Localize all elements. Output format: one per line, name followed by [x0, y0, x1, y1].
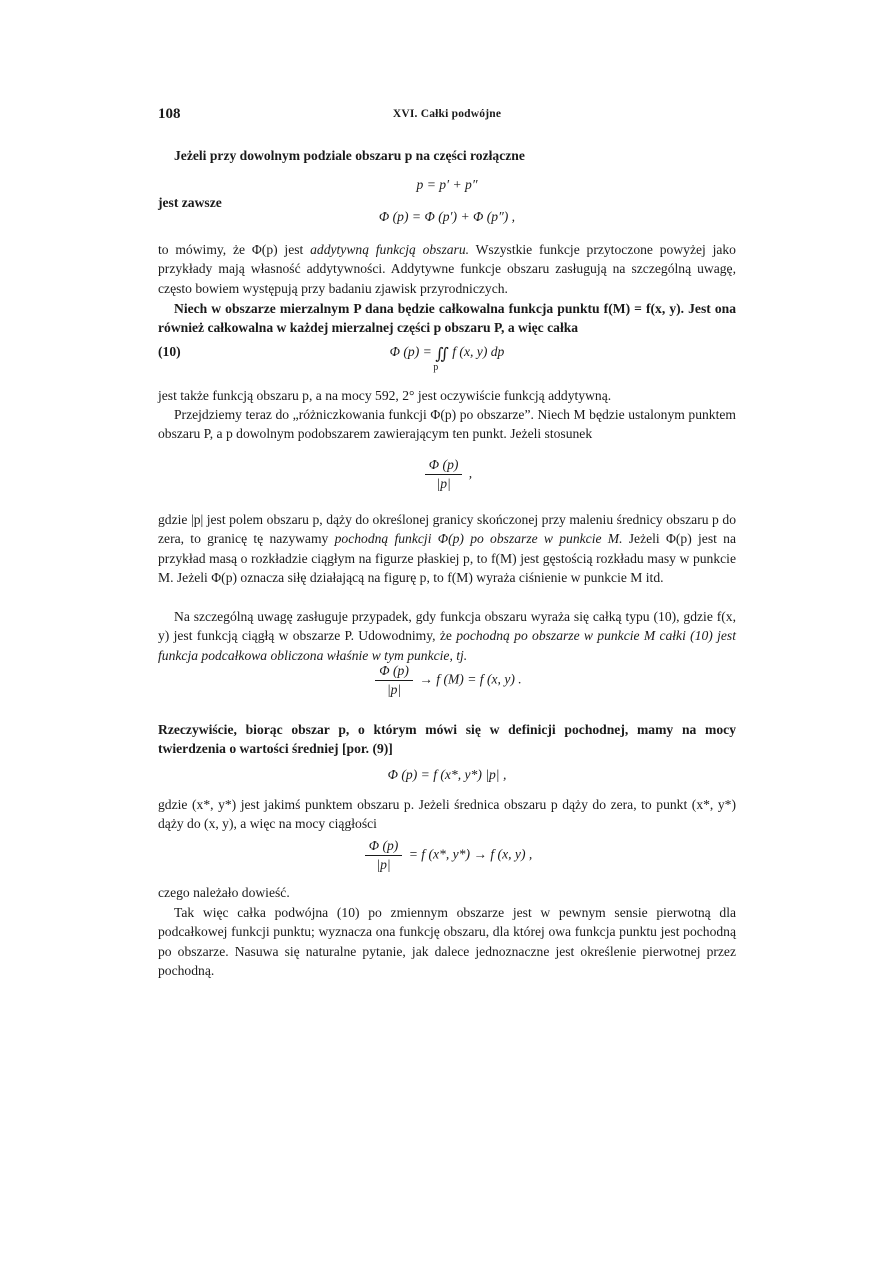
equation-mean-value: Φ (p) = f (x*, y*) |p| , — [387, 767, 507, 782]
paragraph-qed: czego należało dowieść. — [158, 885, 290, 900]
paragraph-conclusion: Tak więc całka podwójna (10) po zmiennym obszarze jest w pewnym sensie pierwotną dla podcałkowej funkcji punktu; wyznacza ona funkcję obszaru, dla której owa funkcja punktu jest pochodną po obszarze. Nasuwa się naturalne pytanie, jak dalece jednoznaczne jest określenie pierwotnej przez pochodną. — [158, 905, 736, 979]
paragraph-point-converges: gdzie (x*, y*) jest jakimś punktem obszaru p. Jeżeli średnica obszaru p dąży do zera, to punkt (x*, y*) dąży do (x, y), a więc na mocy ciągłości — [158, 797, 736, 832]
paragraph-measurable-region: Niech w obszarze mierzalnym P dana będzie całkowalna funkcja punktu f(M) = f(x, y). Jest ona również całkowalna w każdej mierzalnej części p obszaru P, a więc całka — [158, 301, 736, 336]
equation-additivity: Φ (p) = Φ (p′) + Φ (p″) , — [378, 209, 516, 224]
equation-limit: $\frac{\Phi (p)}{|p|}$ → f (M) = f (x, y) . — [158, 662, 736, 699]
equation-final: $\frac{\Phi (p)}{|p|}$ = f (x*, y*) → f (x, y) , — [158, 837, 736, 874]
paragraph-additive-integral: jest także funkcją obszaru p, a na mocy 592, 2° jest oczywiście funkcją addytywną. — [158, 388, 612, 403]
double-integral-sign: ∬ — [435, 346, 449, 363]
equation-label-10: (10) — [158, 344, 181, 359]
paragraph-theorem: Na szczególną uwagę zasługuje przypadek, gdy funkcja obszaru wyraża się całką typu (10), gdzie f(x, y) jest funkcją ciągłą w obszarze P. Udowodnimy, że pochodną po obszarze w punkcie M całki (10) jest funkcja podcałkowa obliczona właśnie w tym punkcie, tj. — [158, 609, 736, 663]
paragraph-1-line-2: jest zawsze — [158, 195, 222, 210]
theorem-statement: pochodną po obszarze w punkcie M całki (10) jest funkcja podcałkowa obliczona właśnie w tym punkcie, tj. — [158, 628, 736, 663]
equation-partition: p = p′ + p″ — [416, 177, 478, 192]
fraction-denominator: |p| — [436, 476, 451, 491]
page-number: 108 — [158, 106, 181, 122]
equation-10: (10) Φ (p) = ∬ p f (x, y) dp — [158, 344, 505, 373]
paragraph-1-line-1: Jeżeli przy dowolnym podziale obszaru p na części rozłączne — [174, 148, 525, 163]
term-additive-function: addytywną funkcją obszaru. — [310, 242, 470, 257]
paragraph-definition: to mówimy, że Φ(p) jest addytywną funkcją obszaru. Wszystkie funkcje przytoczone powyżej jako przykłady mają własność addytywności. Addytywne funkcje obszaru zasługują na szczególną uwagę, często bowiem występują przy badaniu zjawisk przyrodniczych. — [158, 242, 736, 296]
paragraph-proof: Rzeczywiście, biorąc obszar p, o którym mówi się w definicji pochodnej, mamy na mocy twierdzenia o wartości średniej [por. (9)] — [158, 722, 736, 757]
paragraph-differentiation: Przejdziemy teraz do „różniczkowania funkcji Φ(p) po obszarze”. Niech M będzie ustalonym punktem obszaru P, a p dowolnym podobszarem zawierającym ten punkt. Jeżeli stosunek — [158, 407, 736, 442]
paragraph-derivative-definition: gdzie |p| jest polem obszaru p, dąży do określonej granicy skończonej przy maleniu średnicy obszaru p do zera, to granicę tę nazywamy pochodną funkcji Φ(p) po obszarze w punkcie M. Jeżeli Φ(p) jest na przykład masą o rozkładzie ciągłym na figurze płaskiej p, to f(M) jest gęstością rozkładu masy w punkcie M. Jeżeli Φ(p) oznacza siłę działającą na figurę p, to f(M) wyraża ciśnienie w punkcie M itd. — [158, 512, 736, 586]
page-header — [158, 106, 736, 128]
fraction-numerator: Φ (p) — [425, 456, 463, 475]
running-head: XVI. Całki podwójne — [392, 108, 502, 120]
integral-subscript: p — [433, 362, 439, 373]
equation-ratio: $\frac{\Phi (p)}{|p|}$ , — [158, 456, 736, 493]
term-derivative-over-region: pochodną funkcji Φ(p) po obszarze w punkcie M. — [334, 531, 623, 547]
